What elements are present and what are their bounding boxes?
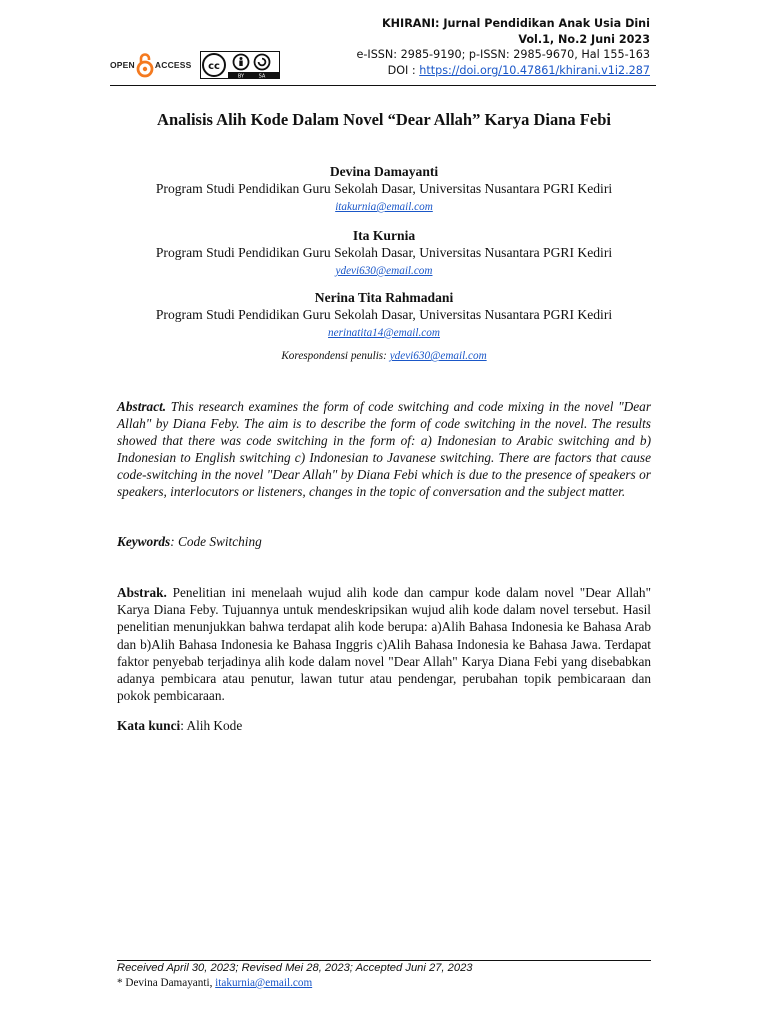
author-affiliation: Program Studi Pendidikan Guru Sekolah Dasar, Universitas Nusantara PGRI Kediri: [155, 307, 613, 322]
open-access-logo[interactable]: [110, 52, 192, 78]
journal-info: [356, 16, 650, 78]
correspondence-line: [60, 350, 708, 362]
doi-label: DOI :: [387, 63, 420, 77]
author-email-link[interactable]: nerinatita14@email.com: [328, 327, 440, 339]
abstrak-text: Penelitian ini menelaah wujud alih kode dan campur kode dalam novel "Dear Allah" Karya Diana Feby. Tujuannya untuk mendeskripsikan wujud alih kode dalam novel tersebut. Hasil penelitian menunjukkan bahwa terdapat alih kode berupa: a)Alih Bahasa Indonesia ke Bahasa Arab dan b)Alih Bahasa Indonesia ke Bahasa Inggris c)Alih Bahasa Indonesia ke Bahasa Jawa. Terdapat faktor penyebab terjadinya alih kode dalam novel "Dear Allah" Karya Diana Febi yang disebabkan adanya pembicara atau penutur, lawan tutur atau pendengar, perubahan topik pembicaraan dan pokok pembicaraan.: [117, 585, 651, 704]
correspondence-email-link[interactable]: ydevi630@email.com: [389, 350, 487, 362]
open-access-right-text: ACCESS: [154, 60, 192, 70]
keywords-indonesian: [117, 718, 242, 734]
abstrak-label: Abstrak.: [117, 585, 167, 600]
abstract-indonesian: [117, 584, 651, 704]
cc-text: cc: [207, 61, 220, 72]
paper-title: Analisis Alih Kode Dalam Novel “Dear Allah” Karya Diana Febi: [157, 110, 611, 129]
received-dates: Received April 30, 2023; Revised Mei 28, 2023; Accepted Juni 27, 2023: [117, 962, 473, 974]
author-affiliation: Program Studi Pendidikan Guru Sekolah Dasar, Universitas Nusantara PGRI Kediri: [155, 181, 613, 196]
journal-volume: Vol.1, No.2 Juni 2023: [518, 32, 650, 46]
author-name: Ita Kurnia: [352, 228, 416, 243]
doi-link[interactable]: https://doi.org/10.47861/khirani.v1i2.287: [419, 63, 650, 77]
author-affiliation: Program Studi Pendidikan Guru Sekolah Dasar, Universitas Nusantara PGRI Kediri: [155, 245, 613, 260]
author-email-link[interactable]: itakurnia@email.com: [335, 201, 433, 213]
open-access-left-text: OPEN: [110, 60, 135, 70]
author-name: Devina Damayanti: [329, 164, 439, 179]
abstract-text: This research examines the form of code switching and code mixing in the novel "Dear Allah" by Diana Feby. The aim is to describe the form of code switching in the novel. The results showed that there was code switching in the form of: a) Indonesian to Arabic switching and b) Indonesian to English switching c) Indonesian to Javanese switching. There are factors that cause code-switching in the novel "Dear Allah" by Diana Febi which is due to the presence of speakers or speakers, interlocutors or listeners, changes in the topic of conversation and the subject matter.: [117, 399, 651, 499]
abstract-english: [117, 399, 651, 500]
author-block: [60, 227, 708, 279]
header-divider: [110, 85, 656, 86]
journal-issn: e-ISSN: 2985-9190; p-ISSN: 2985-9670, Hal 155-163: [356, 48, 650, 61]
by-text: BY: [237, 73, 244, 79]
keywords-text: : Code Switching: [170, 534, 262, 549]
corresponding-author-footnote: [117, 977, 312, 989]
journal-header: [110, 14, 656, 86]
open-lock-icon: [136, 52, 154, 78]
author-email-link[interactable]: ydevi630@email.com: [335, 265, 433, 277]
kata-kunci-label: Kata kunci: [117, 718, 181, 733]
footer-divider: [117, 960, 651, 961]
author-block: [60, 289, 708, 341]
corresponding-author-name: * Devina Damayanti,: [117, 977, 216, 989]
kata-kunci-text: : Alih Kode: [180, 718, 243, 733]
journal-name: KHIRANI: Jurnal Pendidikan Anak Usia Dini: [382, 17, 650, 30]
cc-by-sa-icon[interactable]: [200, 51, 280, 79]
correspondence-label: Korespondensi penulis:: [281, 350, 390, 362]
license-logos: [110, 51, 280, 79]
corresponding-author-email-link[interactable]: itakurnia@email.com: [215, 977, 313, 989]
author-name: Nerina Tita Rahmadani: [314, 290, 454, 305]
author-block: [60, 163, 708, 215]
journal-doi: [356, 63, 650, 79]
keywords-label: Keywords: [117, 534, 171, 549]
abstract-label: Abstract.: [117, 399, 167, 414]
keywords-english: [117, 534, 262, 550]
sa-text: SA: [258, 73, 265, 79]
